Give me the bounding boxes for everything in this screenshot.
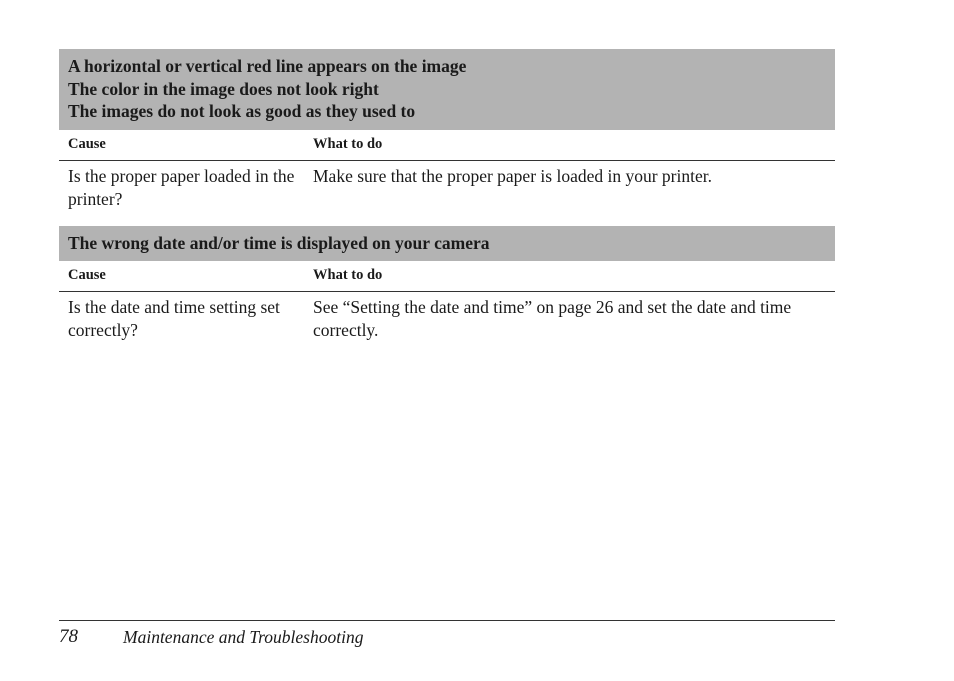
cause-cell: Is the proper paper loaded in the printer? xyxy=(68,165,295,209)
running-footer-title: Maintenance and Troubleshooting xyxy=(123,627,364,647)
problem-header xyxy=(59,49,835,130)
problem-title: The images do not look as good as they used to xyxy=(68,101,416,121)
footer-divider xyxy=(59,620,835,621)
cause-column-header: Cause xyxy=(68,136,106,152)
table-row xyxy=(59,292,835,342)
cause-cell: Is the date and time setting set correctly? xyxy=(68,296,280,340)
what-to-do-cell: Make sure that the proper paper is loaded in your printer. xyxy=(313,165,712,186)
problem-header xyxy=(59,226,835,261)
cause-column-header: Cause xyxy=(68,267,106,283)
table-row xyxy=(59,161,835,211)
page-number: 78 xyxy=(59,626,78,647)
problem-title: The color in the image does not look right xyxy=(68,78,379,99)
problem-title: A horizontal or vertical red line appears on the image xyxy=(68,56,467,76)
what-to-do-column-header: What to do xyxy=(313,136,383,152)
troubleshooting-table-date-time xyxy=(59,226,835,342)
column-header-row xyxy=(59,261,835,292)
problem-title: The wrong date and/or time is displayed on your camera xyxy=(68,233,490,253)
what-to-do-column-header: What to do xyxy=(313,267,383,283)
troubleshooting-table-printing xyxy=(59,49,835,211)
what-to-do-cell: See “Setting the date and time” on page 26 and set the date and time correctly. xyxy=(313,296,792,340)
column-header-row xyxy=(59,130,835,161)
